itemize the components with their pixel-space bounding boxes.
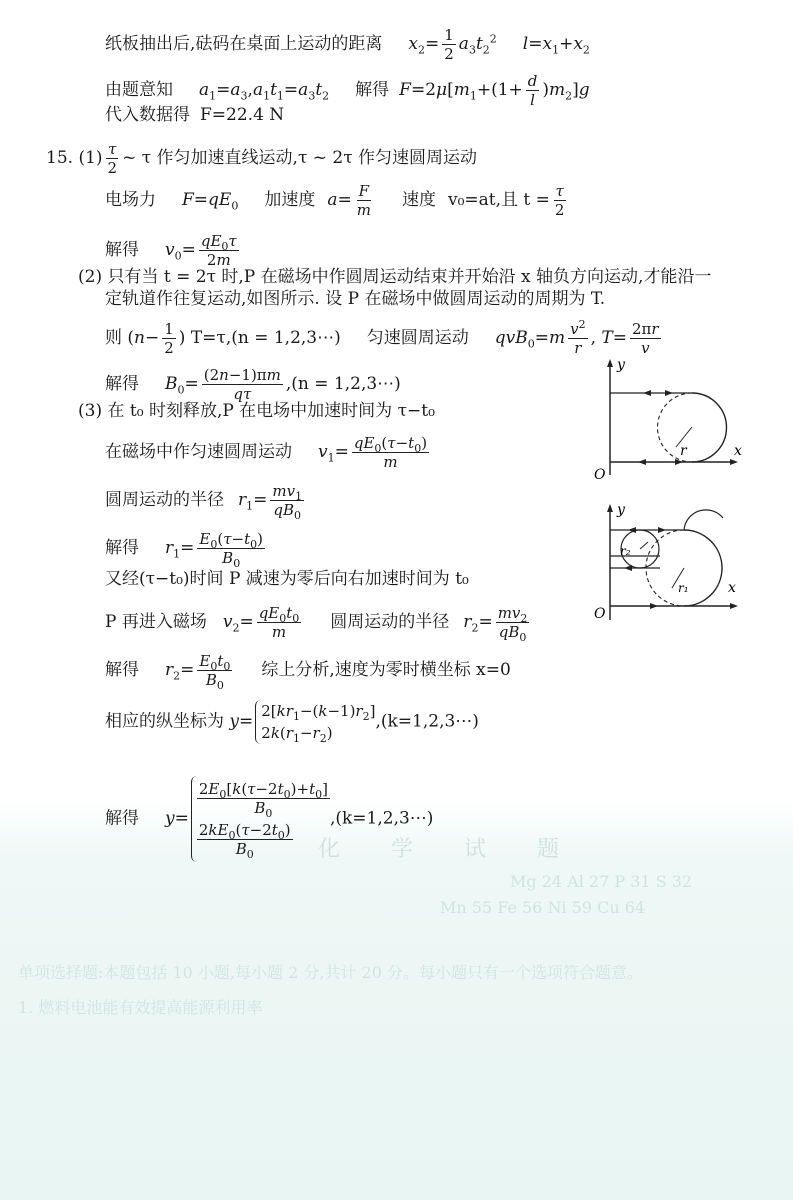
solution-line-18: 相应的纵坐标为 $y=2[kr_1-(k-1)r_2]$ $2k(r_1-r_2),(k=1,2,3\cdots)$ <box>105 702 479 745</box>
solution-line-3: 代入数据得 F=22.4 N <box>105 105 285 125</box>
solution-line-17: 解得 $r_2=$ $\frac{E_0t_0}{B_0}$ 综上分析,速度为零时横坐标 x=0 <box>105 652 511 692</box>
next-page-mass-row-1: Mg 24 Al 27 P 31 S 32 <box>510 872 693 891</box>
x-arrow-1 <box>730 459 738 465</box>
solution-line-2: 由题意知 $a_1=a_3,a_1t_1=a_3t_2$ 解得 $F=2\mu[m_1+(1+$ $\frac{d}{l}$ )$m_2]g$ <box>105 72 590 109</box>
solution-line-19: 解得 y= $\frac{2E_0[k(\tau-2t_0)+t_0]}{B_0}$ $\frac{2kE_0(\tau-2t_0)}{B_0}$ ,(k=1,2,3⋯) <box>105 776 433 862</box>
arrow-b-2 <box>658 527 666 533</box>
y-label-2: y <box>617 502 625 518</box>
big-orbit-2 <box>684 530 722 606</box>
arrow-d-2 <box>650 603 658 609</box>
next-page-title: 化 学 试 题 <box>318 837 581 862</box>
solution-line-13: 圆周运动的半径 $r_1=$ $\frac{mv_1}{qB_0}$ <box>105 482 303 522</box>
arrow-upper-1 <box>643 390 651 396</box>
solution-line-5: 电场力 $F=qE_0$ 加速度 a= $\frac{F}{m}$ 速度 v₀=at,且 t = $\frac{\tau}{2}$ <box>105 182 565 219</box>
y-arrow-1 <box>607 359 613 367</box>
arrow-c-2 <box>624 565 632 571</box>
next-page-section: 单项选择题:本题包括 10 小题,每小题 2 分,共计 20 分。每小题只有一个选项符合题意。 <box>18 963 643 982</box>
x-label-1: x <box>734 443 742 459</box>
origin-label-2: O <box>594 606 606 622</box>
arrow-upper-2 <box>665 390 673 396</box>
solution-line-10: 解得 $B_0=$ $\frac{(2n-1)\pi m}{q\tau}$ ,(n = 1,2,3⋯) <box>105 366 401 403</box>
origin-label-1: O <box>594 467 606 483</box>
arrow-lower-2 <box>675 459 683 465</box>
solution-line-12: 在磁场中作匀速圆周运动 $v_1=$ $\frac{qE_0(\tau-t_0)}{m}$ <box>105 434 428 471</box>
solution-line-16: P 再进入磁场 $v_2=$ $\frac{qE_0t_0}{m}$ 圆周运动的半径 $r_2=$ $\frac{mv_2}{qB_0}$ <box>105 604 528 644</box>
solution-line-14: 解得 $r_1=$ $\frac{E_0(\tau-t_0)}{B_0}$ <box>105 530 263 570</box>
solution-line-15: 又经(τ−t₀)时间 P 减速为零后向右加速时间为 t₀ <box>105 569 469 589</box>
r-label: r <box>680 443 687 459</box>
radius-r2 <box>640 542 648 549</box>
upper-loop-2 <box>684 510 723 530</box>
orbit-diagram-1 <box>588 355 758 485</box>
question-15-part-2-b: 定轨道作往复运动,如图所示. 设 P 在磁场中做圆周运动的周期为 T. <box>105 289 606 309</box>
question-15-part-1: 15. (1) $\frac{\tau}{2}$ ~ τ 作匀加速直线运动,τ ~ 2τ 作匀速圆周运动 <box>46 140 478 177</box>
next-page-q1: 1. 燃料电池能有效提高能源利用率 <box>18 998 263 1017</box>
y-label-1: y <box>617 357 625 373</box>
solution-line-1: 纸板抽出后,砝码在桌面上运动的距离 $x_2=$ $\frac{1}{2}$ $a_3t_2^2$ $l=x_1+x_2$ <box>105 26 590 63</box>
x-arrow-2 <box>730 603 738 609</box>
orbit-diagram-2 <box>588 500 758 625</box>
full-orbit-1 <box>692 393 727 462</box>
r1-label: r₁ <box>678 581 689 595</box>
y-arrow-2 <box>607 504 613 512</box>
x-label-2: x <box>728 580 736 596</box>
next-page-mass-row-2: Mn 55 Fe 56 Ni 59 Cu 64 <box>440 898 646 917</box>
orbit-dashed-1 <box>658 393 693 462</box>
solution-line-9: 则 (n− $\frac{1}{2}$ ) T=τ,(n = 1,2,3⋯) 匀速圆周运动 qvB$_0$=m $\frac{v^2}{r}$ , T= $\frac{2\pi r}{v}$ <box>105 318 659 357</box>
arrow-lower-1 <box>638 459 646 465</box>
question-15-part-3: (3) 在 t₀ 时刻释放,P 在电场中加速时间为 τ−t₀ <box>78 401 435 421</box>
solution-line-6: 解得 $v_0=$ $\frac{qE_0\tau}{2m}$ <box>105 232 237 269</box>
question-15-part-2-a: (2) 只有当 t = 2τ 时,P 在磁场中作圆周运动结束并开始沿 x 轴负方向运动,才能沿一 <box>78 267 712 287</box>
r2-label: r₂ <box>620 544 631 558</box>
